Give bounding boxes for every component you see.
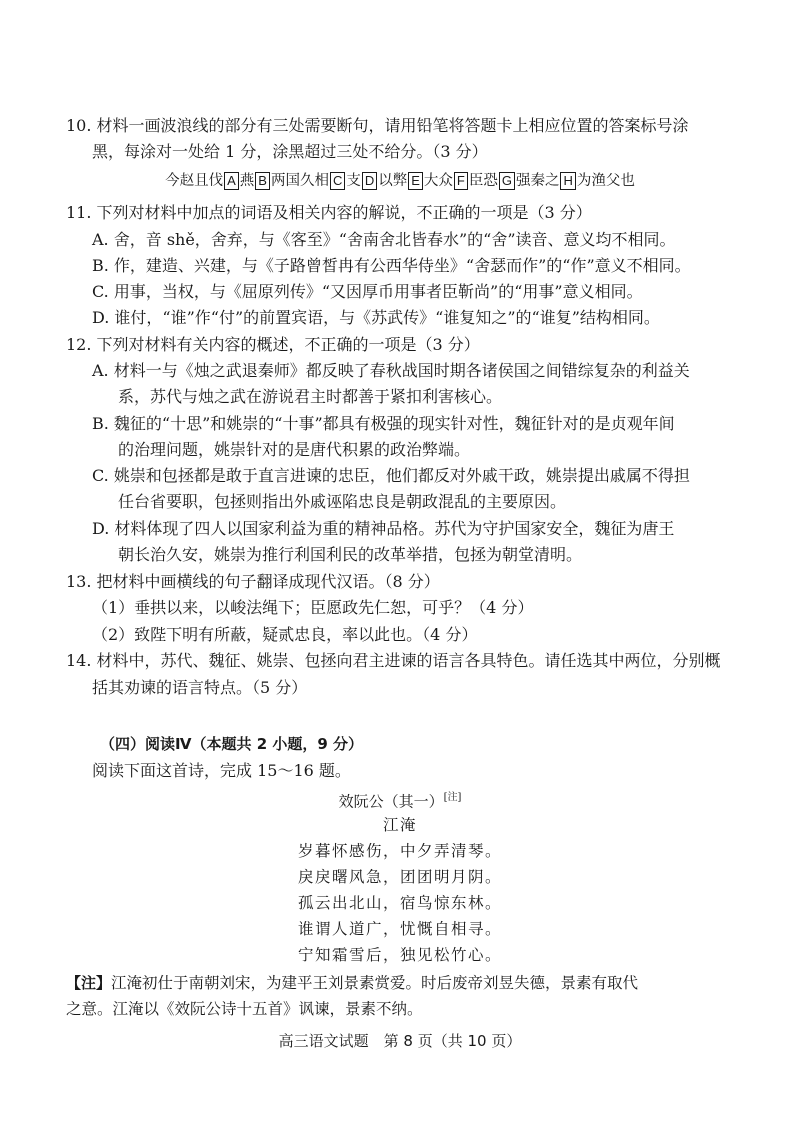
q12-option-d-line-2: 朝长治久安，姚崇为推行利国利民的改革举措，包拯为朝堂清明。 [118, 545, 583, 564]
marker-box-b[interactable]: B [255, 172, 270, 190]
marker-box-d[interactable]: D [362, 172, 377, 190]
poem-line-2: 戾戾曙风急，团团明月阴。 [297, 868, 502, 886]
poem-title-text: 效阮公（其一） [338, 792, 444, 811]
marker-text: 燕 [239, 173, 255, 189]
q14-line-1: 14. 材料中，苏代、魏征、姚崇、包拯向君主进谏的语言各具特色。请任选其中两位，分别概 [66, 651, 721, 670]
q13-stem: 13. 把材料中画横线的句子翻译成现代汉语。（8 分） [66, 572, 440, 591]
poem-line-5: 宁知霜雪后，独见松竹心。 [297, 946, 502, 964]
poem-line-4: 谁谓人道广，忧慨自相寻。 [297, 920, 502, 938]
section-4-heading: （四）阅读Ⅳ（本题共 2 小题，9 分） [100, 735, 364, 753]
q12-option-b-line-2: 的治理问题，姚崇针对的是唐代积累的政治弊端。 [118, 440, 471, 459]
marker-box-h[interactable]: H [560, 172, 575, 190]
q11-option-c: C. 用事，当权，与《屈原列传》“又因厚币用事者臣靳尚”的“用事”意义相同。 [92, 282, 643, 301]
marker-text: 两国久相 [270, 173, 329, 189]
q11-option-b: B. 作，建造、兴建，与《子路曾皙冉有公西华侍坐》“舍瑟而作”的“作”意义不相同。 [92, 256, 691, 275]
marker-box-a[interactable]: A [224, 172, 239, 190]
q10-punctuation-markers [0, 170, 800, 192]
poem-line-3: 孤云出北山，宿鸟惊东林。 [297, 894, 502, 912]
note-text-1: 江淹初仕于南朝刘宋，为建平王刘景素赏爱。时后废帝刘昱失德，景素有取代 [111, 974, 639, 992]
q12-option-c-line-2: 任台省要职，包拯则指出外戚诬陷忠良是朝政混乱的主要原因。 [118, 492, 567, 511]
marker-box-c[interactable]: C [330, 172, 345, 190]
marker-text: 大众 [423, 173, 453, 189]
marker-box-e[interactable]: E [408, 172, 423, 190]
poem-note-mark: [注] [443, 792, 462, 803]
q12-option-a-line-2: 系，苏代与烛之武在游说君主时都善于紧扣利害核心。 [118, 387, 503, 406]
section-4-instruction: 阅读下面这首诗，完成 15～16 题。 [92, 761, 351, 780]
q11-stem: 11. 下列对材料中加点的词语及相关内容的解说，不正确的一项是（3 分） [66, 203, 592, 222]
marker-text: 以弊 [378, 173, 408, 189]
note-label: 【注】 [66, 974, 112, 992]
q12-option-d-line-1: D. 材料体现了四人以国家利益为重的精神品格。苏代为守护国家安全，魏征为唐王 [92, 519, 675, 538]
marker-box-g[interactable]: G [499, 172, 515, 190]
marker-text: 为渔父也 [576, 173, 635, 189]
page-footer: 高三语文试题 第 8 页（共 10 页） [278, 1032, 522, 1050]
marker-text: 臣恐 [468, 173, 498, 189]
q12-option-a-line-1: A. 材料一与《烛之武退秦师》都反映了春秋战国时期各诸侯国之间错综复杂的利益关 [92, 361, 690, 380]
q11-option-d: D. 谁付，“谁”作“付”的前置宾语，与《苏武传》“谁复知之”的“谁复”结构相同。 [92, 308, 660, 327]
marker-text: 今赵且伐 [165, 173, 224, 189]
poem-title [0, 787, 800, 812]
q10-line-1: 10. 材料一画波浪线的部分有三处需要断句，请用铅笔将答题卡上相应位置的答案标号涂 [66, 116, 689, 135]
q10-line-2: 黑，每涂对一处给 1 分，涂黑超过三处不给分。（3 分） [92, 142, 488, 161]
q12-option-c-line-1: C. 姚崇和包拯都是敢于直言进谏的忠臣，他们都反对外戚干政，姚崇提出戚属不得担 [92, 466, 690, 485]
q11-option-a: A. 舍，音 shě，舍弃，与《客至》“舍南舍北皆春水”的“舍”读音、意义均不相同。 [92, 230, 676, 249]
poem-author: 江淹 [382, 816, 417, 834]
poem-note-line-1 [66, 972, 756, 994]
poem-line-1: 岁暮怀感伤，中夕弄清琴。 [297, 842, 502, 860]
marker-box-f[interactable]: F [454, 172, 468, 190]
marker-text: 支 [346, 173, 361, 189]
poem-note-line-2: 之意。江淹以《效阮公诗十五首》讽谏，景素不纳。 [66, 1000, 423, 1018]
q12-stem: 12. 下列对材料有关内容的概述，不正确的一项是（3 分） [66, 335, 480, 354]
q14-line-2: 括其劝谏的语言特点。（5 分） [92, 678, 308, 697]
q12-option-b-line-1: B. 魏征的“十思”和姚崇的“十事”都具有极强的现实针对性，魏征针对的是贞观年间 [92, 414, 675, 433]
marker-text: 强秦之 [515, 173, 560, 189]
q13-sentence-1: （1）垂拱以来，以峻法绳下；臣愿政先仁恕，可乎？（4 分） [92, 598, 534, 617]
q13-sentence-2: （2）致陛下明有所蔽，疑贰忠良，率以此也。（4 分） [92, 625, 478, 644]
